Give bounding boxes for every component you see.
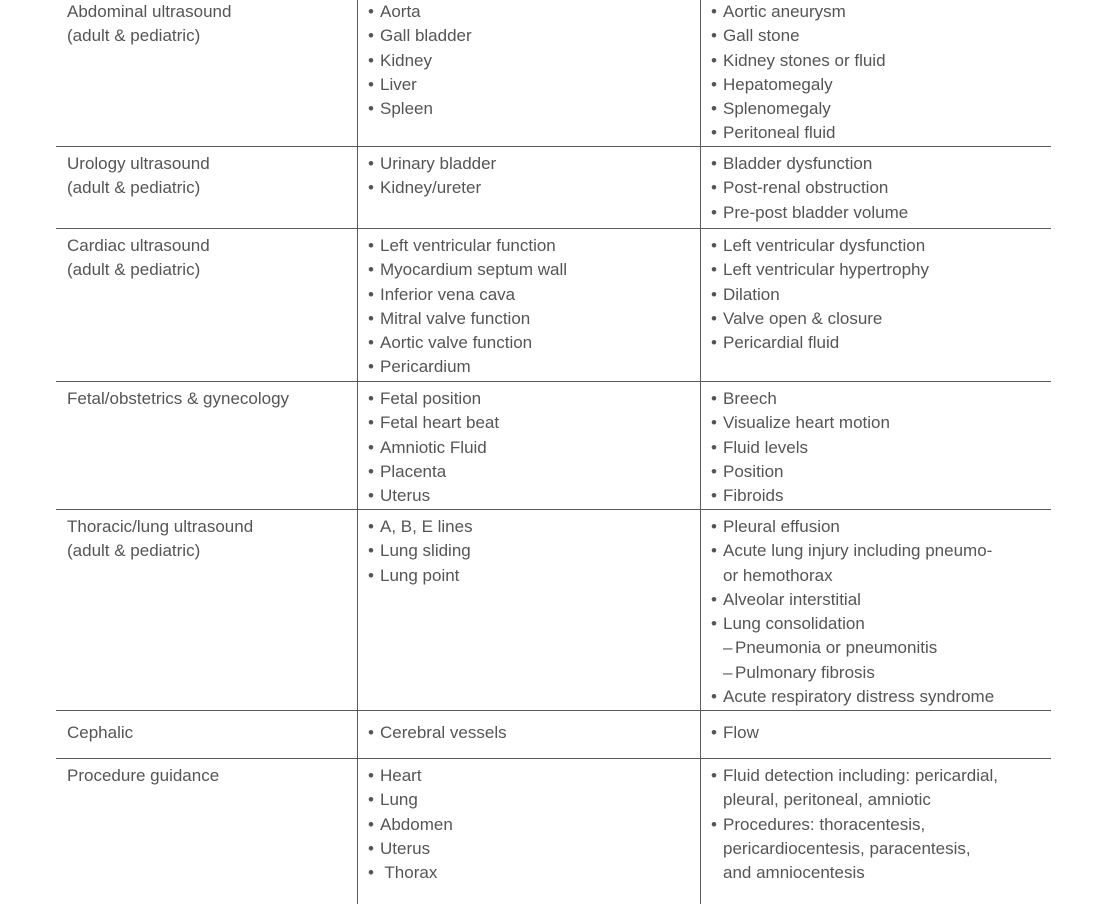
bullet-marker: • xyxy=(368,2,374,21)
finding-item xyxy=(711,201,1051,225)
list-item-text: Left ventricular function xyxy=(380,236,556,255)
list-item-text: Pre-post bladder volume xyxy=(723,202,909,222)
table-row xyxy=(56,229,1051,382)
bullet-marker: • xyxy=(711,389,717,408)
list-item-text: Myocardium septum wall xyxy=(380,260,568,280)
finding-item xyxy=(711,152,1051,176)
table-row xyxy=(56,382,1051,510)
procedure-cell xyxy=(56,759,357,904)
bullet-marker: • xyxy=(711,308,717,328)
bullet-marker: • xyxy=(711,284,717,304)
bullet-marker: • xyxy=(711,766,717,785)
list-item-text: Left ventricular hypertrophy xyxy=(723,260,929,280)
findings-cell xyxy=(700,147,1051,228)
anatomy-item xyxy=(368,861,700,885)
procedure-label: Cephalic xyxy=(67,723,134,742)
finding-item xyxy=(711,258,1051,282)
list-item-text: pericardiocentesis, paracentesis, xyxy=(723,838,971,858)
anatomy-item xyxy=(368,411,700,435)
anatomy-item xyxy=(368,49,700,73)
list-item-text: Aortic valve function xyxy=(380,333,533,353)
list-item-text: Lung sliding xyxy=(380,541,471,561)
bullet-marker: • xyxy=(368,486,374,506)
list-item-text: Pleural effusion xyxy=(723,517,840,536)
findings-cell xyxy=(700,229,1051,381)
bullet-marker: • xyxy=(368,50,374,70)
anatomy-item xyxy=(368,837,700,861)
bullet-marker: • xyxy=(368,838,374,858)
dash-marker: – xyxy=(723,638,733,658)
anatomy-item xyxy=(368,152,700,176)
list-item-text: Valve open & closure xyxy=(723,308,883,328)
list-item-text: Gall bladder xyxy=(380,26,472,46)
procedure-label: Thoracic/lung ultrasound xyxy=(67,517,254,536)
list-item-text: Fetal heart beat xyxy=(380,413,500,433)
finding-item xyxy=(711,97,1051,121)
anatomy-cell xyxy=(357,711,700,758)
bullet-marker: • xyxy=(368,154,374,173)
bullet-marker: • xyxy=(711,437,717,457)
ultrasound-applications-table xyxy=(56,0,1051,904)
dash-marker: – xyxy=(723,662,733,682)
list-item-text: Aortic aneurysm xyxy=(723,2,846,21)
list-item-text: Uterus xyxy=(380,838,431,858)
list-item-text: Alveolar interstitial xyxy=(723,589,861,609)
finding-item xyxy=(711,121,1051,145)
procedure-cell xyxy=(56,229,357,381)
bullet-marker: • xyxy=(711,413,717,433)
anatomy-item xyxy=(368,355,700,379)
list-item-text: Pulmonary fibrosis xyxy=(735,662,875,682)
list-item-text: Left ventricular dysfunction xyxy=(723,236,926,255)
list-item-text: Hepatomegaly xyxy=(723,74,833,94)
list-item-text: Dilation xyxy=(723,284,780,304)
list-item-text: Thorax xyxy=(380,863,438,883)
list-item-text: pleural, peritoneal, amniotic xyxy=(723,790,931,810)
anatomy-cell xyxy=(357,147,700,228)
procedure-label: Fetal/obstetrics & gynecology xyxy=(67,389,290,408)
anatomy-item xyxy=(368,0,700,24)
list-item-text: Mitral valve function xyxy=(380,308,531,328)
list-item-text: Fluid detection including: pericardial, xyxy=(723,766,998,785)
procedure-label: Urology ultrasound xyxy=(67,154,210,173)
bullet-marker: • xyxy=(368,766,374,785)
anatomy-item xyxy=(368,539,700,563)
finding-item xyxy=(711,564,1051,588)
bullet-marker: • xyxy=(368,236,374,255)
anatomy-cell xyxy=(357,0,700,146)
finding-item xyxy=(711,24,1051,48)
list-item-text: Pericardial fluid xyxy=(723,333,840,353)
list-item-text: Abdomen xyxy=(380,814,453,834)
finding-item xyxy=(711,636,1051,660)
bullet-marker: • xyxy=(368,26,374,46)
findings-cell xyxy=(700,0,1051,146)
list-item-text: Bladder dysfunction xyxy=(723,154,873,173)
bullet-marker: • xyxy=(711,74,717,94)
list-item-text: Gall stone xyxy=(723,26,800,46)
finding-item xyxy=(711,661,1051,685)
list-item-text: or hemothorax xyxy=(723,565,833,585)
anatomy-item xyxy=(368,176,700,200)
bullet-marker: • xyxy=(711,178,717,198)
finding-item xyxy=(711,73,1051,97)
bullet-marker: • xyxy=(711,99,717,119)
finding-item xyxy=(711,685,1051,709)
anatomy-item xyxy=(368,331,700,355)
bullet-marker: • xyxy=(711,541,717,561)
bullet-marker: • xyxy=(368,284,374,304)
bullet-marker: • xyxy=(368,333,374,353)
list-item-text: Splenomegaly xyxy=(723,99,831,119)
bullet-marker: • xyxy=(711,814,717,834)
bullet-marker: • xyxy=(711,723,717,742)
finding-item xyxy=(711,612,1051,636)
bullet-marker: • xyxy=(711,589,717,609)
finding-item xyxy=(711,283,1051,307)
list-item-text: Procedures: thoracentesis, xyxy=(723,814,926,834)
bullet-marker: • xyxy=(711,614,717,634)
list-item-text: Fluid levels xyxy=(723,437,809,457)
procedure-cell xyxy=(56,0,357,146)
anatomy-cell xyxy=(357,229,700,381)
procedure-label: Abdominal ultrasound xyxy=(67,2,232,21)
bullet-marker: • xyxy=(368,437,374,457)
finding-item xyxy=(711,588,1051,612)
list-item-text: Lung consolidation xyxy=(723,614,865,634)
list-item-text: Cerebral vessels xyxy=(380,723,507,742)
bullet-marker: • xyxy=(711,517,717,536)
list-item-text: Peritoneal fluid xyxy=(723,123,836,143)
anatomy-item xyxy=(368,387,700,411)
anatomy-item xyxy=(368,258,700,282)
list-item-text: Uterus xyxy=(380,486,431,506)
bullet-marker: • xyxy=(711,461,717,481)
procedure-cell xyxy=(56,510,357,710)
procedure-label: (adult & pediatric) xyxy=(67,178,201,198)
bullet-marker: • xyxy=(711,236,717,255)
list-item-text: and amniocentesis xyxy=(723,863,865,883)
finding-item xyxy=(711,788,1051,812)
bullet-marker: • xyxy=(711,2,717,21)
anatomy-item xyxy=(368,73,700,97)
table-row xyxy=(56,510,1051,711)
procedure-cell xyxy=(56,382,357,509)
bullet-marker: • xyxy=(368,99,374,119)
bullet-marker: • xyxy=(368,541,374,561)
finding-item xyxy=(711,0,1051,24)
bullet-marker: • xyxy=(711,202,717,222)
list-item-text: Fibroids xyxy=(723,486,784,506)
finding-item xyxy=(711,721,1051,745)
bullet-marker: • xyxy=(368,308,374,328)
finding-item xyxy=(711,813,1051,837)
list-item-text: Visualize heart motion xyxy=(723,413,890,433)
list-item-text: Lung xyxy=(380,790,418,810)
anatomy-item xyxy=(368,24,700,48)
list-item-text: Fetal position xyxy=(380,389,482,408)
table-row xyxy=(56,759,1051,904)
list-item-text: Acute respiratory distress syndrome xyxy=(723,687,995,707)
list-item-text: Kidney stones or fluid xyxy=(723,50,886,70)
bullet-marker: • xyxy=(368,565,374,585)
list-item-text: Kidney/ureter xyxy=(380,178,482,198)
bullet-marker: • xyxy=(711,260,717,280)
anatomy-cell xyxy=(357,759,700,904)
anatomy-item xyxy=(368,813,700,837)
list-item-text: Acute lung injury including pneumo- xyxy=(723,541,993,561)
list-item-text: Flow xyxy=(723,723,759,742)
finding-item xyxy=(711,861,1051,885)
anatomy-item xyxy=(368,564,700,588)
bullet-marker: • xyxy=(368,461,374,481)
list-item-text: Pericardium xyxy=(380,357,471,377)
list-item-text: Inferior vena cava xyxy=(380,284,516,304)
bullet-marker: • xyxy=(711,333,717,353)
bullet-marker: • xyxy=(368,517,374,536)
anatomy-item xyxy=(368,283,700,307)
finding-item xyxy=(711,515,1051,539)
bullet-marker: • xyxy=(368,814,374,834)
list-item-text: Liver xyxy=(380,74,417,94)
bullet-marker: • xyxy=(368,790,374,810)
bullet-marker: • xyxy=(368,413,374,433)
bullet-marker: • xyxy=(711,26,717,46)
bullet-marker: • xyxy=(368,863,374,883)
list-item-text: Kidney xyxy=(380,50,432,70)
anatomy-item xyxy=(368,97,700,121)
list-item-text: Placenta xyxy=(380,461,447,481)
table-row xyxy=(56,711,1051,759)
finding-item xyxy=(711,837,1051,861)
finding-item xyxy=(711,176,1051,200)
anatomy-item xyxy=(368,515,700,539)
bullet-marker: • xyxy=(711,50,717,70)
finding-item xyxy=(711,436,1051,460)
bullet-marker: • xyxy=(368,178,374,198)
list-item-text: Heart xyxy=(380,766,422,785)
list-item-text: Breech xyxy=(723,389,777,408)
list-item-text: Aorta xyxy=(380,2,421,21)
table-row xyxy=(56,0,1051,147)
anatomy-item xyxy=(368,307,700,331)
finding-item xyxy=(711,49,1051,73)
anatomy-item xyxy=(368,436,700,460)
bullet-marker: • xyxy=(711,123,717,143)
finding-item xyxy=(711,539,1051,563)
list-item-text: A, B, E lines xyxy=(380,517,473,536)
finding-item xyxy=(711,331,1051,355)
list-item-text: Spleen xyxy=(380,99,433,119)
procedure-cell xyxy=(56,147,357,228)
finding-item xyxy=(711,234,1051,258)
procedure-label: Procedure guidance xyxy=(67,766,220,785)
anatomy-item xyxy=(368,788,700,812)
bullet-marker: • xyxy=(368,357,374,377)
findings-cell xyxy=(700,711,1051,758)
bullet-marker: • xyxy=(368,74,374,94)
bullet-marker: • xyxy=(711,154,717,173)
finding-item xyxy=(711,764,1051,788)
finding-item xyxy=(711,411,1051,435)
finding-item xyxy=(711,484,1051,508)
findings-cell xyxy=(700,759,1051,904)
procedure-label: (adult & pediatric) xyxy=(67,260,201,280)
findings-cell xyxy=(700,510,1051,710)
anatomy-cell xyxy=(357,382,700,509)
finding-item xyxy=(711,460,1051,484)
list-item-text: Position xyxy=(723,461,784,481)
anatomy-item xyxy=(368,484,700,508)
bullet-marker: • xyxy=(368,389,374,408)
anatomy-item xyxy=(368,234,700,258)
anatomy-item xyxy=(368,460,700,484)
procedure-label: (adult & pediatric) xyxy=(67,541,201,561)
bullet-marker: • xyxy=(711,687,717,707)
list-item-text: Pneumonia or pneumonitis xyxy=(735,638,938,658)
bullet-marker: • xyxy=(711,486,717,506)
list-item-text: Lung point xyxy=(380,565,460,585)
table-row xyxy=(56,147,1051,229)
anatomy-cell xyxy=(357,510,700,710)
procedure-label: (adult & pediatric) xyxy=(67,26,201,46)
bullet-marker: • xyxy=(368,723,374,742)
anatomy-item xyxy=(368,764,700,788)
list-item-text: Post-renal obstruction xyxy=(723,178,889,198)
anatomy-item xyxy=(368,721,700,745)
list-item-text: Amniotic Fluid xyxy=(380,437,487,457)
list-item-text: Urinary bladder xyxy=(380,154,497,173)
findings-cell xyxy=(700,382,1051,509)
procedure-label: Cardiac ultrasound xyxy=(67,236,210,255)
finding-item xyxy=(711,387,1051,411)
finding-item xyxy=(711,307,1051,331)
procedure-cell xyxy=(56,711,357,758)
bullet-marker: • xyxy=(368,260,374,280)
